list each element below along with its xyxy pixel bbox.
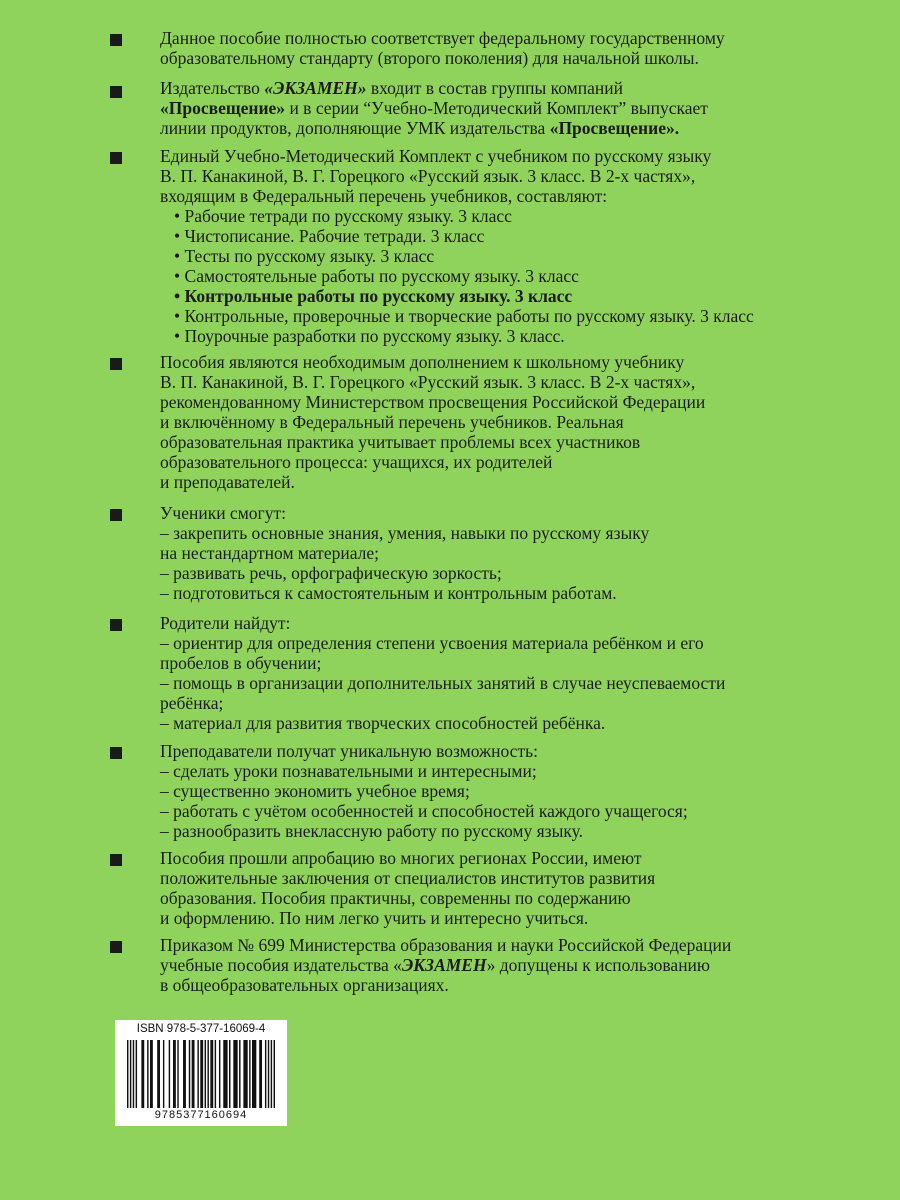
bullet-marker [110,747,122,759]
section-text: Данное пособие полностью соответствует федеральному государственному образовательному стандарту (второго поколения) для начальной школы. [160,28,725,68]
list-item: • Контрольные, проверочные и творческие работы по русскому языку. 3 класс [160,306,860,326]
barcode-bar [197,1040,198,1108]
barcode-bar [130,1040,131,1108]
prosveshchenie-name: «Просвещение» [160,98,286,118]
barcode-bar [141,1040,144,1108]
bullet-marker [110,34,122,46]
barcode-bar [183,1040,186,1108]
barcode-bar [249,1040,250,1108]
section-text: Преподаватели получат уникальную возможность: – сделать уроки познавательными и интересными; – существенно экономить учебное время; – работать с учётом особенностей и способностей каждого учащегося; – разнообразить внеклассную работу по русскому языку. [160,741,688,841]
section-text: Ученики смогут: – закрепить основные знания, умения, навыки по русскому языку на нестандартном материале; – развивать речь, орфографическую зоркость; – подготовиться к самостоятельным и контрольным работам. [160,503,650,603]
list-item: • Самостоятельные работы по русскому языку. 3 класс [160,266,860,286]
list-item: • Чистописание. Рабочие тетради. 3 класс [160,226,860,246]
section-text: Пособия являются необходимым дополнением к школьному учебнику В. П. Канакиной, В. Г. Горецкого «Русский язык. 3 класс. В 2-х частях», рекомендованному Министерством просвещения Российской Федерации и включённому в Федеральный перечень учебников. Реальная образовательная практика учитывает проблемы всех участников образовательного процесса: учащихся, их родителей и преподавателей. [160,352,706,492]
barcode-bar [169,1040,170,1108]
barcode-bar [136,1040,137,1108]
barcode-bar [147,1040,148,1108]
barcode-bar [268,1040,269,1108]
barcode-bar [173,1040,176,1108]
barcode-bar [274,1040,275,1108]
barcode-bar [127,1040,128,1108]
barcode-bar [150,1040,153,1108]
list-item: • Рабочие тетради по русскому языку. 3 класс [160,206,860,226]
barcode-bar [163,1040,164,1108]
barcode-bar [259,1040,262,1108]
barcode-bar [157,1040,160,1108]
barcode-digits: 9785377160694 [154,1109,248,1121]
bullet-marker [110,86,122,98]
barcode-bar [229,1040,230,1108]
section-text: Издательство «ЭКЗАМЕН» входит в состав группы компаний «Просвещение» и в серии “Учебно-Методический Комплект” выпускает линии продуктов, дополняющие УМК издательства «Просвещение». [160,78,708,138]
barcode-bar [205,1040,206,1108]
barcode-bar [189,1040,190,1108]
prosveshchenie-name: «Просвещение». [549,118,680,138]
barcode-bar [271,1040,272,1108]
section-text: Единый Учебно-Методический Комплект с учебником по русскому языку В. П. Канакиной, В. Г. Горецкого «Русский язык. 3 класс. В 2-х частях», входящим в Федеральный перечень учебников, составляют: • Рабочие тетради по русскому языку. 3 класс • Чистописание. Рабочие тетради. 3 класс • Тесты по русскому языку. 3 класс • Самостоятельные работы по русскому языку. 3 класс • Контрольные работы по русскому языку. 3 класс • Контрольные, проверочные и творческие работы по русскому языку. 3 класс • Поурочные разработки по русскому языку. 3 класс. [160,146,860,346]
section-text: Пособия прошли апробацию во многих регионах России, имеют положительные заключения от специалистов институтов развития образования. Пособия практичны, современны по содержанию и оформлению. По ним легко учить и интересно учиться. [160,848,656,928]
barcode-bar [223,1040,227,1108]
bullet-marker [110,152,122,164]
barcode-bar [192,1040,195,1108]
isbn-label: ISBN 978-5-377-16069-4 [136,1023,266,1035]
barcode-bar [233,1040,237,1108]
barcode-bar [177,1040,178,1108]
publisher-name: ЭКЗАМЕН [401,955,487,975]
section-text: Приказом № 699 Министерства образования и науки Российской Федерации учебные пособия издательства «ЭКЗАМЕН» допущены к использованию в общеобразовательных организациях. [160,935,732,995]
barcode-bar [133,1040,134,1108]
list-item-current: • Контрольные работы по русскому языку. 3 класс [160,286,860,306]
barcode-bar [219,1040,220,1108]
bullet-marker [110,941,122,953]
publisher-name: «ЭКЗАМЕН» [264,78,367,98]
barcode-bar [200,1040,203,1108]
barcode-bars [127,1040,275,1108]
barcode-bar [265,1040,266,1108]
bullet-marker [110,509,122,521]
barcode-bar [243,1040,247,1108]
barcode-bar [252,1040,256,1108]
barcode-bar [207,1040,208,1108]
list-item: • Поурочные разработки по русскому языку. 3 класс. [160,326,860,346]
barcode-bar [210,1040,213,1108]
barcode-bar [215,1040,216,1108]
list-item: • Тесты по русскому языку. 3 класс [160,246,860,266]
bullet-marker [110,358,122,370]
section-text: Родители найдут: – ориентир для определения степени усвоения материала ребёнком и его пробелов в обучении; – помощь в организации дополнительных занятий в случае неуспеваемости ребёнка; – материал для развития творческих способностей ребёнка. [160,613,726,733]
bullet-marker [110,619,122,631]
bullet-marker [110,854,122,866]
barcode-bar [239,1040,240,1108]
isbn-barcode [115,1020,287,1126]
